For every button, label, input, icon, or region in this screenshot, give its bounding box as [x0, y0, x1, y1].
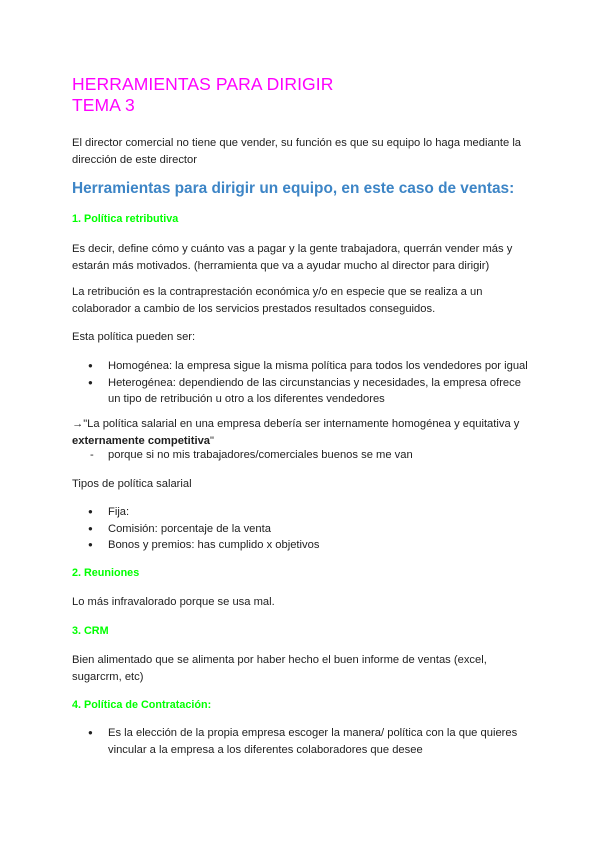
document-subtitle: TEMA 3	[72, 95, 135, 115]
bullet-icon: ●	[88, 540, 93, 549]
heading-crm: 3. CRM	[72, 625, 109, 637]
bullet-icon: ●	[88, 377, 93, 387]
quote-paragraph: →"La política salarial en una empresa debería ser internamente homogénea y equitativa y externamente competitiva"	[72, 418, 520, 447]
list-item: ● Bonos y premios: has cumplido x objetivos	[72, 537, 532, 554]
list-item: ● Es la elección de la propia empresa escoger la manera/ política con la que quieres vincular a la empresa a los diferentes colaboradores que desee	[88, 727, 518, 756]
contratacion-list	[72, 725, 532, 758]
salary-types-label: Tipos de política salarial	[72, 478, 192, 490]
bullet-icon: ●	[88, 507, 93, 516]
bold-emphasis: externamente competitiva	[72, 434, 211, 447]
policy-types-list	[72, 358, 532, 408]
salary-types-list	[72, 504, 532, 554]
list-item: ● Fija:	[72, 504, 532, 521]
list-item: ● Heterogénea: dependiendo de las circunstancias y necesidades, la empresa ofrece un tipo de retribución u otro a los diferentes vendedores	[88, 376, 521, 405]
list-item: ● Comisión: porcentaje de la venta	[72, 521, 532, 538]
bullet-icon: ●	[88, 523, 93, 533]
section-heading: Herramientas para dirigir un equipo, en este caso de ventas:	[72, 180, 515, 197]
paragraph-retributiva-2: La retribución es la contraprestación económica y/o en especie que se realiza a un colaborador a cambio de los servicios prestados resultados conseguidos.	[72, 286, 483, 315]
bullet-icon: ●	[88, 728, 93, 737]
paragraph-retributiva-3: Esta política pueden ser:	[72, 331, 196, 343]
list-item: - porque si no mis trabajadores/comerciales buenos se me van	[72, 447, 532, 464]
dash-icon: -	[90, 449, 94, 461]
heading-politica-retributiva: 1. Política retributiva	[72, 213, 179, 225]
paragraph-reuniones: Lo más infravalorado porque se usa mal.	[72, 596, 275, 608]
document-title: HERRAMIENTAS PARA DIRIGIR	[72, 74, 334, 94]
bullet-icon: ●	[88, 361, 93, 370]
paragraph-retributiva-1: Es decir, define cómo y cuánto vas a pagar y la gente trabajadora, querrán vender más y estarán más motivados. (herramienta que va a ayudar mucho al director para dirigir)	[72, 243, 513, 272]
list-item: ● Homogénea: la empresa sigue la misma política para todos los vendedores por igual	[72, 358, 532, 375]
paragraph-crm: Bien alimentado que se alimenta por haber hecho el buen informe de ventas (excel, sugarcrm, etc)	[72, 654, 487, 683]
dash-list	[72, 447, 532, 464]
heading-reuniones: 2. Reuniones	[72, 567, 140, 579]
arrow-icon: →	[72, 418, 84, 430]
intro-paragraph: El director comercial no tiene que vender, su función es que su equipo lo haga mediante la dirección de este director	[72, 137, 522, 166]
heading-politica-contratacion: 4. Política de Contratación:	[72, 699, 212, 711]
